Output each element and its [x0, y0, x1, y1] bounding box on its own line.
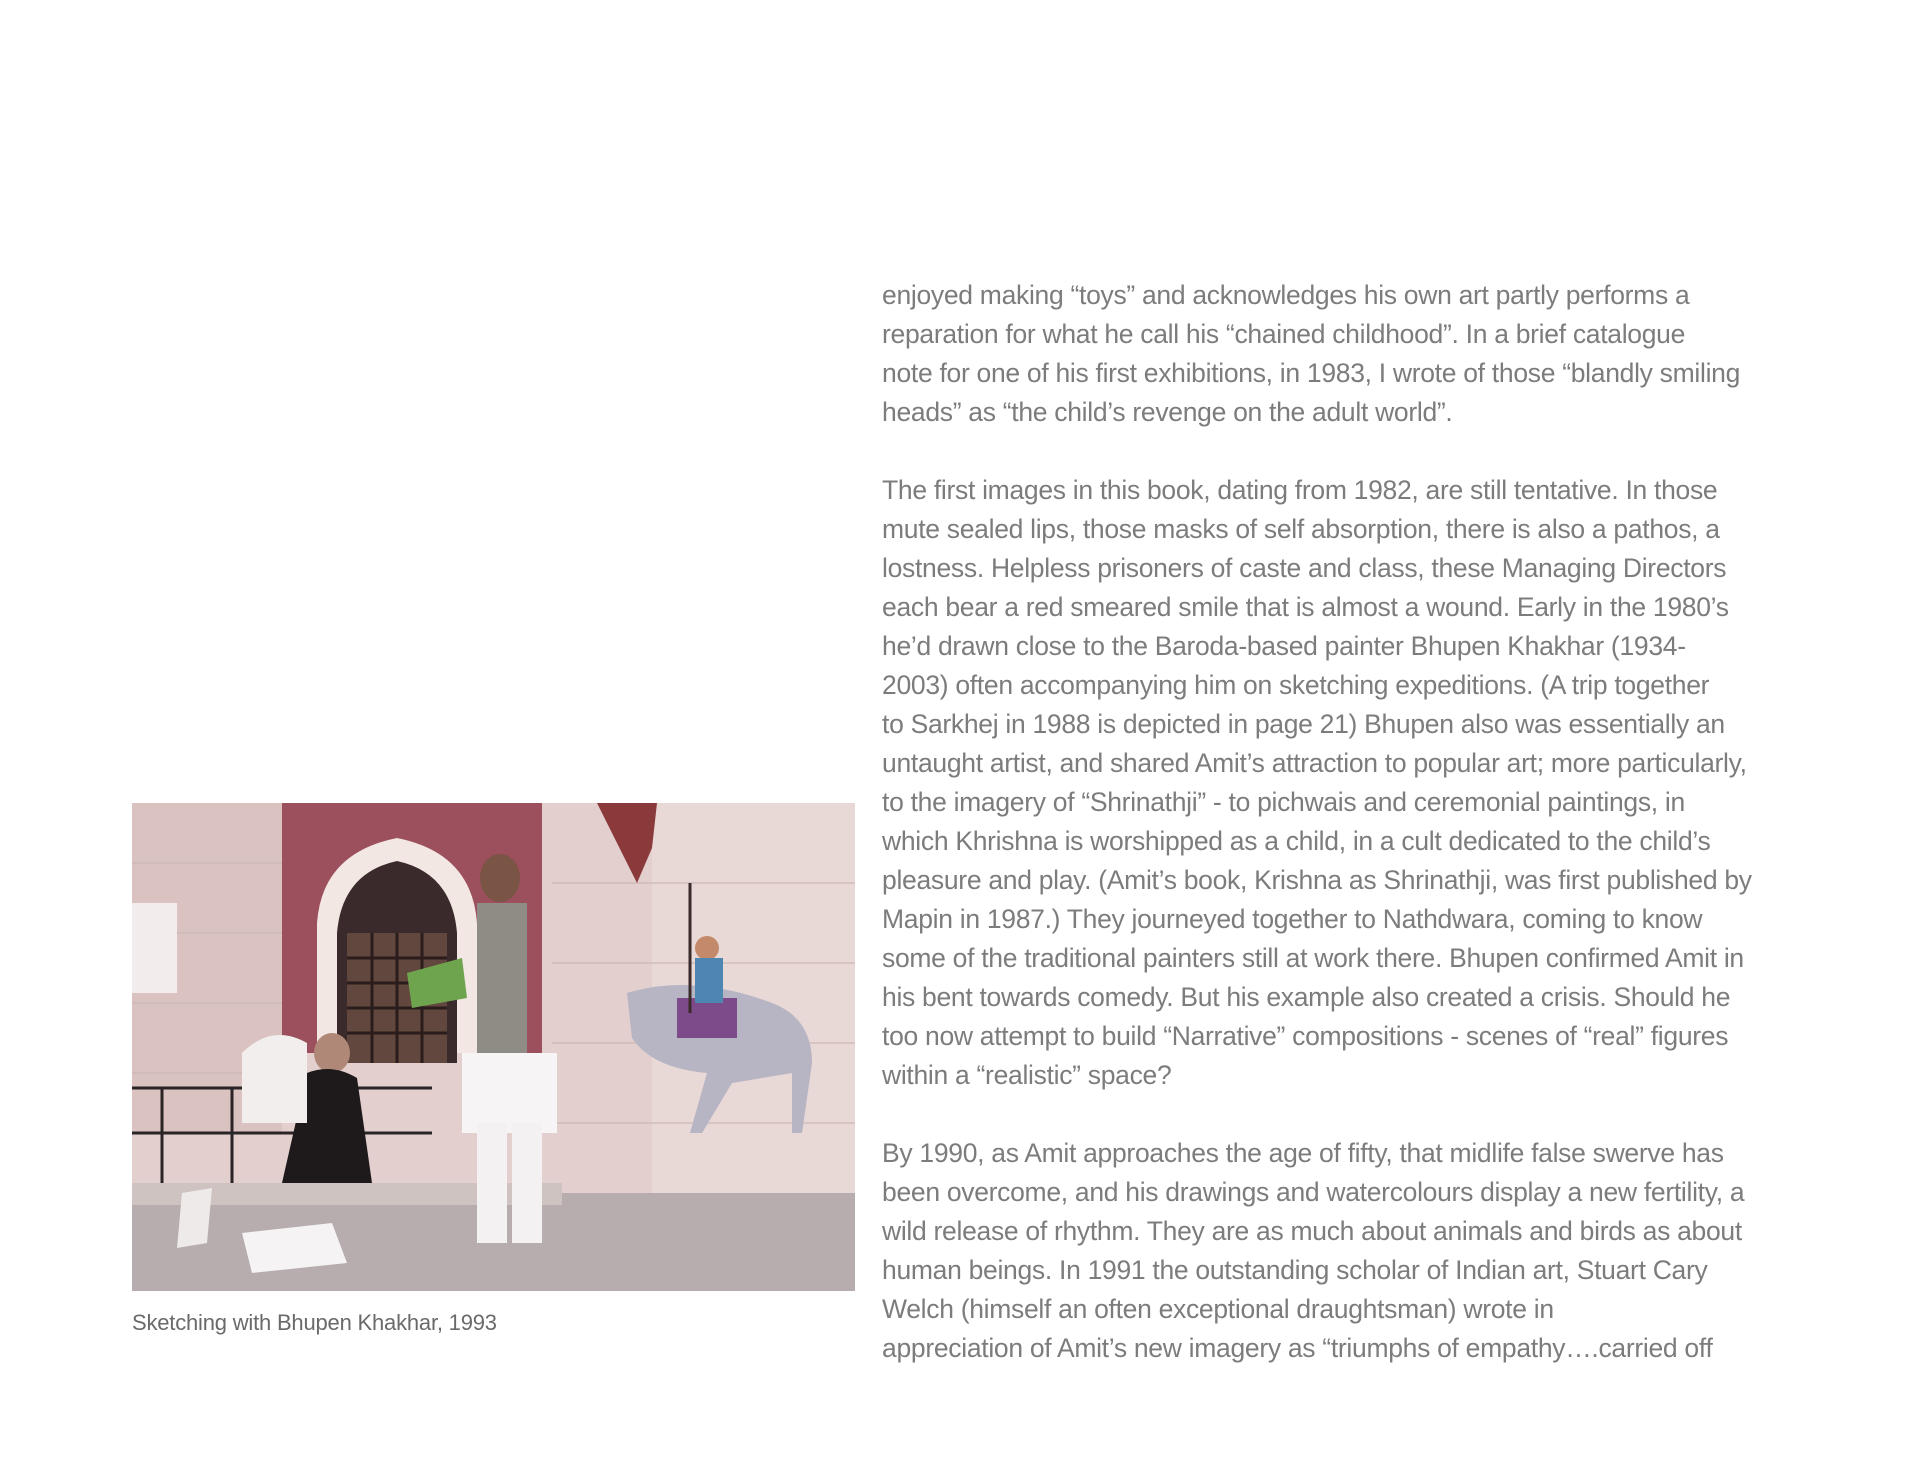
body-text: [882, 276, 1812, 1368]
text-line: note for one of his first exhibitions, in 1983, I wrote of those “blandly smiling: [882, 358, 1741, 388]
text-line: reparation for what he call his “chained childhood”. In a brief catalogue: [882, 319, 1686, 349]
text-line: within a “realistic” space?: [882, 1060, 1172, 1090]
text-line: he’d drawn close to the Baroda-based painter Bhupen Khakhar (1934-: [882, 631, 1686, 661]
paragraph-2: [882, 471, 1812, 1095]
text-line: lostness. Helpless prisoners of caste and class, these Managing Directors: [882, 553, 1727, 583]
text-line: pleasure and play. (Amit’s book, Krishna as Shrinathji, was first published by: [882, 865, 1752, 895]
text-line: been overcome, and his drawings and watercolours display a new fertility, a: [882, 1177, 1745, 1207]
text-line: his bent towards comedy. But his example also created a crisis. Should he: [882, 982, 1731, 1012]
text-line: which Khrishna is worshipped as a child, in a cult dedicated to the child’s: [882, 826, 1711, 856]
text-line: too now attempt to build “Narrative” compositions - scenes of “real” figures: [882, 1021, 1729, 1051]
text-line: 2003) often accompanying him on sketching expeditions. (A trip together: [882, 670, 1710, 700]
text-line: enjoyed making “toys” and acknowledges his own art partly performs a: [882, 280, 1690, 310]
text-line: Welch (himself an often exceptional draughtsman) wrote in: [882, 1294, 1554, 1324]
text-line: each bear a red smeared smile that is almost a wound. Early in the 1980’s: [882, 592, 1729, 622]
photo-caption: Sketching with Bhupen Khakhar, 1993: [132, 1310, 497, 1335]
text-line: mute sealed lips, those masks of self absorption, there is also a pathos, a: [882, 514, 1720, 544]
text-line: wild release of rhythm. They are as much about animals and birds as about: [882, 1216, 1742, 1246]
text-line: to the imagery of “Shrinathji” - to pichwais and ceremonial paintings, in: [882, 787, 1685, 817]
text-line: Mapin in 1987.) They journeyed together to Nathdwara, coming to know: [882, 904, 1703, 934]
photo-illustration: [132, 803, 855, 1291]
text-line: heads” as “the child’s revenge on the adult world”.: [882, 397, 1453, 427]
text-line: human beings. In 1991 the outstanding scholar of Indian art, Stuart Cary: [882, 1255, 1708, 1285]
text-line: untaught artist, and shared Amit’s attraction to popular art; more particularly,: [882, 748, 1747, 778]
text-line: appreciation of Amit’s new imagery as “triumphs of empathy….carried off: [882, 1333, 1713, 1363]
paragraph-1: [882, 276, 1812, 432]
text-line: By 1990, as Amit approaches the age of fifty, that midlife false swerve has: [882, 1138, 1724, 1168]
photo-sketching-with-bhupen-khakhar: [132, 803, 855, 1291]
text-line: to Sarkhej in 1988 is depicted in page 21) Bhupen also was essentially an: [882, 709, 1725, 739]
text-line: The first images in this book, dating from 1982, are still tentative. In those: [882, 475, 1718, 505]
text-line: some of the traditional painters still at work there. Bhupen confirmed Amit in: [882, 943, 1744, 973]
paragraph-3: [882, 1134, 1812, 1368]
